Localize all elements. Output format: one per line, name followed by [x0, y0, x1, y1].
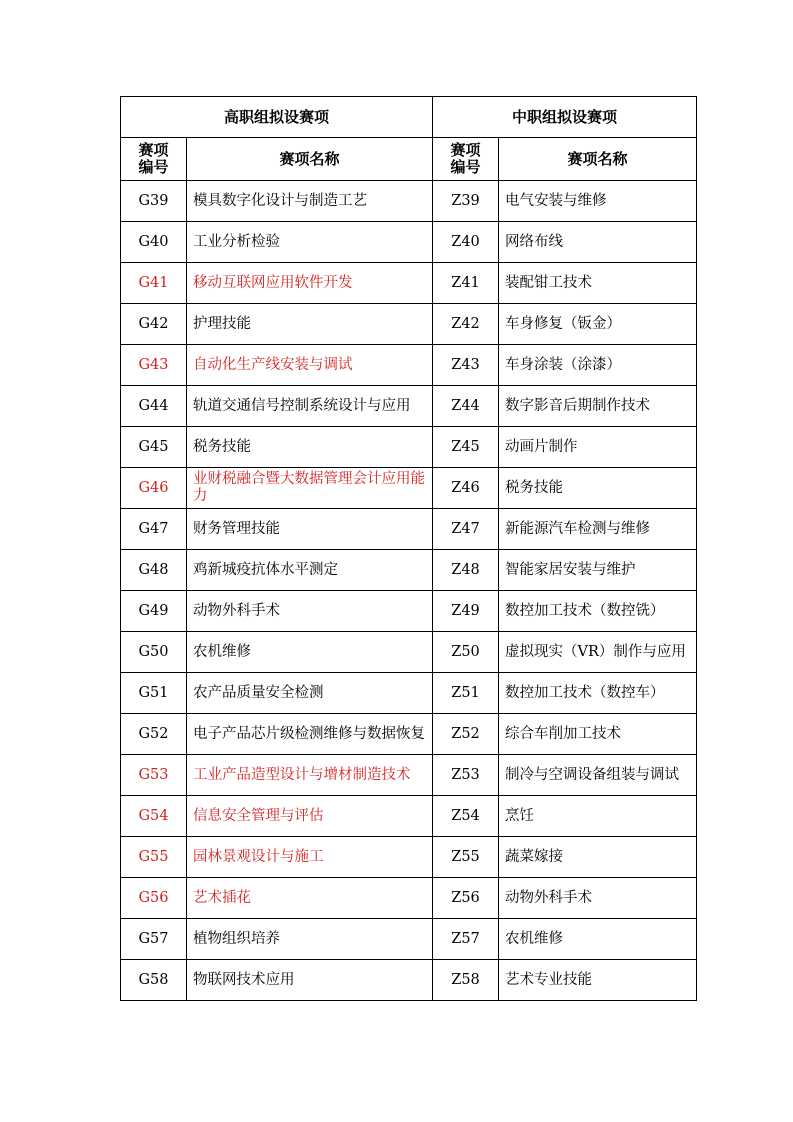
secondary-name-cell: 智能家居安装与维护	[499, 550, 697, 591]
secondary-name-cell: 综合车削加工技术	[499, 714, 697, 755]
higher-code-cell: G49	[121, 591, 187, 632]
secondary-code-cell: Z57	[433, 919, 499, 960]
secondary-code-cell: Z41	[433, 263, 499, 304]
higher-name-cell: 艺术插花	[187, 878, 433, 919]
table-row	[121, 919, 697, 960]
higher-name-cell: 园林景观设计与施工	[187, 837, 433, 878]
secondary-name-cell: 虚拟现实（VR）制作与应用	[499, 632, 697, 673]
higher-code-cell: G44	[121, 386, 187, 427]
table-row	[121, 468, 697, 509]
column-header-row	[121, 138, 697, 181]
secondary-code-cell: Z44	[433, 386, 499, 427]
secondary-name-cell: 烹饪	[499, 796, 697, 837]
secondary-code-cell: Z40	[433, 222, 499, 263]
secondary-code-cell: Z51	[433, 673, 499, 714]
higher-name-cell: 农机维修	[187, 632, 433, 673]
higher-code-cell: G39	[121, 181, 187, 222]
secondary-code-cell: Z48	[433, 550, 499, 591]
table-row	[121, 878, 697, 919]
higher-name-header: 赛项名称	[187, 138, 433, 181]
table-row	[121, 796, 697, 837]
table-row	[121, 714, 697, 755]
higher-code-cell: G43	[121, 345, 187, 386]
higher-code-header: 赛项 编号	[121, 138, 187, 181]
secondary-code-cell: Z42	[433, 304, 499, 345]
secondary-name-cell: 车身修复（钣金）	[499, 304, 697, 345]
higher-code-cell: G40	[121, 222, 187, 263]
secondary-name-cell: 数字影音后期制作技术	[499, 386, 697, 427]
group-header-row	[121, 97, 697, 138]
secondary-name-cell: 装配钳工技术	[499, 263, 697, 304]
higher-code-cell: G41	[121, 263, 187, 304]
secondary-code-cell: Z50	[433, 632, 499, 673]
table-row	[121, 222, 697, 263]
secondary-code-cell: Z58	[433, 960, 499, 1001]
table-row	[121, 591, 697, 632]
higher-name-cell: 电子产品芯片级检测维修与数据恢复	[187, 714, 433, 755]
secondary-name-cell: 新能源汽车检测与维修	[499, 509, 697, 550]
secondary-code-cell: Z49	[433, 591, 499, 632]
secondary-code-cell: Z55	[433, 837, 499, 878]
higher-name-cell: 植物组织培养	[187, 919, 433, 960]
table-row	[121, 304, 697, 345]
higher-code-cell: G50	[121, 632, 187, 673]
table-row	[121, 755, 697, 796]
higher-name-cell: 税务技能	[187, 427, 433, 468]
higher-name-cell: 移动互联网应用软件开发	[187, 263, 433, 304]
secondary-code-cell: Z47	[433, 509, 499, 550]
secondary-name-cell: 电气安装与维修	[499, 181, 697, 222]
secondary-name-cell: 农机维修	[499, 919, 697, 960]
higher-code-cell: G52	[121, 714, 187, 755]
secondary-name-cell: 蔬菜嫁接	[499, 837, 697, 878]
secondary-name-cell: 税务技能	[499, 468, 697, 509]
higher-code-cell: G58	[121, 960, 187, 1001]
higher-name-cell: 鸡新城疫抗体水平测定	[187, 550, 433, 591]
higher-code-cell: G56	[121, 878, 187, 919]
higher-code-cell: G46	[121, 468, 187, 509]
secondary-code-cell: Z53	[433, 755, 499, 796]
secondary-code-cell: Z45	[433, 427, 499, 468]
higher-name-cell: 动物外科手术	[187, 591, 433, 632]
secondary-code-cell: Z46	[433, 468, 499, 509]
table-row	[121, 960, 697, 1001]
higher-code-cell: G51	[121, 673, 187, 714]
table-row	[121, 427, 697, 468]
secondary-name-cell: 制冷与空调设备组装与调试	[499, 755, 697, 796]
secondary-code-header: 赛项 编号	[433, 138, 499, 181]
secondary-code-cell: Z56	[433, 878, 499, 919]
table-row	[121, 345, 697, 386]
table-row	[121, 550, 697, 591]
secondary-group-heading: 中职组拟设赛项	[433, 97, 697, 138]
higher-code-cell: G54	[121, 796, 187, 837]
secondary-name-cell: 动画片制作	[499, 427, 697, 468]
table-body	[121, 181, 697, 1001]
higher-code-cell: G42	[121, 304, 187, 345]
secondary-name-header: 赛项名称	[499, 138, 697, 181]
higher-name-cell: 工业分析检验	[187, 222, 433, 263]
higher-group-heading: 高职组拟设赛项	[121, 97, 433, 138]
secondary-code-cell: Z43	[433, 345, 499, 386]
higher-code-cell: G57	[121, 919, 187, 960]
competition-table	[120, 96, 697, 1001]
secondary-code-cell: Z52	[433, 714, 499, 755]
higher-name-cell: 模具数字化设计与制造工艺	[187, 181, 433, 222]
higher-name-cell: 财务管理技能	[187, 509, 433, 550]
higher-name-cell: 自动化生产线安装与调试	[187, 345, 433, 386]
higher-code-cell: G45	[121, 427, 187, 468]
secondary-name-cell: 网络布线	[499, 222, 697, 263]
secondary-name-cell: 动物外科手术	[499, 878, 697, 919]
secondary-name-cell: 艺术专业技能	[499, 960, 697, 1001]
higher-code-cell: G53	[121, 755, 187, 796]
table-row	[121, 837, 697, 878]
higher-code-cell: G55	[121, 837, 187, 878]
table-row	[121, 181, 697, 222]
secondary-name-cell: 数控加工技术（数控铣）	[499, 591, 697, 632]
higher-name-cell: 护理技能	[187, 304, 433, 345]
higher-name-cell: 轨道交通信号控制系统设计与应用	[187, 386, 433, 427]
higher-code-cell: G47	[121, 509, 187, 550]
secondary-code-cell: Z39	[433, 181, 499, 222]
table-row	[121, 263, 697, 304]
table-row	[121, 386, 697, 427]
table-row	[121, 632, 697, 673]
secondary-code-cell: Z54	[433, 796, 499, 837]
higher-name-cell: 信息安全管理与评估	[187, 796, 433, 837]
higher-name-cell: 业财税融合暨大数据管理会计应用能力	[187, 468, 433, 509]
higher-name-cell: 农产品质量安全检测	[187, 673, 433, 714]
table-row	[121, 509, 697, 550]
secondary-name-cell: 车身涂装（涂漆）	[499, 345, 697, 386]
secondary-name-cell: 数控加工技术（数控车）	[499, 673, 697, 714]
higher-name-cell: 物联网技术应用	[187, 960, 433, 1001]
higher-code-cell: G48	[121, 550, 187, 591]
higher-name-cell: 工业产品造型设计与增材制造技术	[187, 755, 433, 796]
table-row	[121, 673, 697, 714]
